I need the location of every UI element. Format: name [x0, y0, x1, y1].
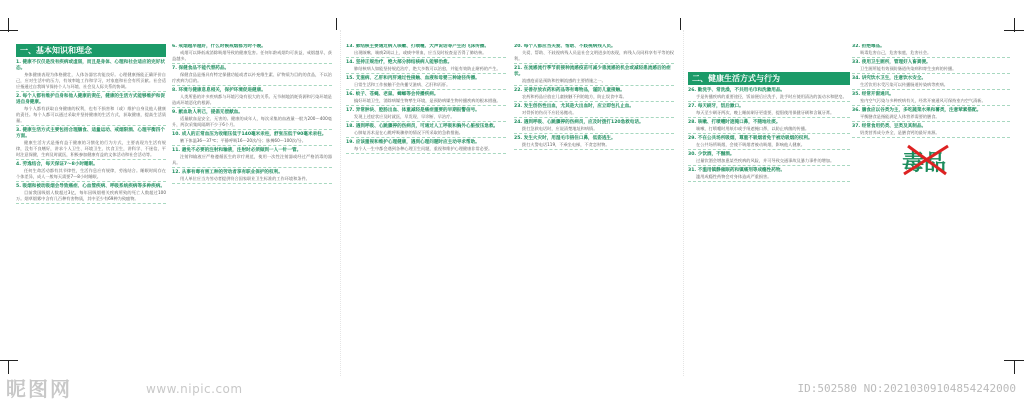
article-heading: 32. 拒绝毒品。 [852, 44, 885, 49]
section-title-lifestyle: 二、健康生活方式与行为 [688, 72, 850, 85]
article-item [514, 66, 674, 86]
article-item [514, 88, 674, 102]
article-heading: 34. 讲究饮水卫生，注意饮水安全。 [852, 76, 927, 81]
divider [172, 145, 332, 146]
article-item [514, 44, 674, 64]
article-item [346, 124, 506, 138]
article-item [688, 120, 850, 134]
divider [346, 89, 506, 90]
article-item [688, 88, 850, 102]
article-heading: 33. 使用卫生厕所，管理好人畜粪便。 [852, 60, 931, 65]
article-heading: 26. 勤洗手、常洗澡，不共用毛巾和洗漱用品。 [688, 88, 786, 93]
article-item [346, 140, 506, 154]
crop-mark [336, 18, 337, 30]
article-body: 腋下体温36～37℃；平静呼吸16～20次/分；脉搏60～100次/分。 [180, 138, 306, 143]
article-body: 每天至少刷牙两次，晚上睡前刷牙更重要，提倡使用保健牙刷和含氟牙膏。 [696, 110, 835, 115]
article-heading: 15. 艾滋病、乙肝和丙肝通过性接触、血液和母婴三种途径传播。 [346, 76, 480, 81]
article-item [688, 104, 850, 118]
col4-list [514, 44, 674, 150]
article-body: 吸毒危害自己，危害家庭，危害社会。 [860, 50, 932, 55]
watermark-url: www.nipic.com [146, 382, 243, 396]
article-item [852, 60, 1010, 74]
divider [346, 153, 506, 154]
article-heading: 8. 环境与健康息息相关，保护环境促进健康。 [172, 88, 266, 93]
article-heading: 19. 应该重视和维护心理健康，遇到心理问题时应主动寻求帮助。 [346, 140, 480, 145]
divider [852, 73, 1010, 74]
article-item [346, 60, 506, 74]
article-heading: 14. 坚持正规治疗，绝大部分肺结核病人能够治愈。 [346, 60, 453, 65]
divider [514, 101, 674, 102]
watermark-logo: 昵图网 [6, 377, 72, 401]
article-item [16, 128, 166, 160]
article-body: 健康生活方式是指有益于健康的习惯化的行为方式，主要表现为生活有规律，没有不良嗜好，讲求个人卫生、环境卫生、饮食卫生，讲科学、不迷信，平时注意保健，生病及时就医，积极参加健康有益的文体活动和社会活动等。 [16, 140, 166, 157]
article-heading: 20. 每个人都应当关爱、帮助、不歧视病残人员。 [514, 44, 616, 49]
divider [346, 73, 506, 74]
article-heading: 2. 每个人都有维护自身和他人健康的责任，健康的生活方式能够维护和促进自身健康。 [16, 94, 165, 105]
divider [514, 63, 674, 64]
article-body: 奶类营养成分齐全，是膳食钙的最好来源。 [860, 130, 940, 135]
divider [172, 167, 332, 168]
article-body: 关爱、帮助、不歧视病残人员是社会文明进步的表现，病残人员同样享有平等的权利。 [514, 50, 674, 61]
divider [172, 85, 332, 86]
article-item [514, 104, 674, 118]
article-item [514, 120, 674, 134]
divider [346, 121, 506, 122]
article-heading: 28. 咳嗽、打喷嚏时遮掩口鼻，不随地吐痰。 [688, 120, 781, 125]
divider [16, 125, 166, 126]
column-1 [16, 44, 166, 374]
article-item [346, 108, 506, 122]
crop-mark [8, 360, 9, 374]
article-body: 每个人一生中都会遇到各种心理卫生问题，重视和维护心理健康非常必要。 [354, 146, 493, 151]
article-body: 身体健康表现为体格健壮，人体各器官功能良好。心理健康指能正确评价自己，应对生活中的压力，有效率地工作和学习，对家庭和社会有所贡献。社会适应指通过自我调节保持个人与环境、社会及人际关系的协调。 [16, 72, 166, 89]
article-item [514, 136, 674, 150]
column-3 [346, 44, 506, 374]
crop-mark [680, 18, 681, 30]
article-item [852, 76, 1010, 90]
article-heading: 18. 遇到呼吸、心跳骤停的伤病员，可通过人工呼吸和胸外心脏按压急救。 [346, 124, 499, 129]
article-heading: 6. 戒烟越早越好，什么时候戒烟都为时不晚。 [172, 44, 266, 49]
article-body: 每个人都有获取自身健康的权利，也有不损害和（或）维护自身及他人健康的责任。每个人都可以通过采取并坚持健康的生活方式，获取健康，提高生活质量。 [16, 106, 166, 123]
article-body: 滥用成瘾性药物会对身体造成严重损害。 [696, 174, 772, 179]
article-heading: 11. 避免不必要的注射和输液，注射时必须做到一人一针一管。 [172, 148, 302, 153]
article-heading: 1. 健康不仅仅是没有疾病或虚弱，而且是身体、心理和社会适应的完好状态。 [16, 60, 165, 71]
article-body: 卫生厕所能有效预防肠道传染病和寄生虫病的传播。 [860, 66, 957, 71]
divider [852, 89, 1010, 90]
article-heading: 22. 妥善存放农药和药品等有毒物品，谨防儿童接触。 [514, 88, 625, 93]
divider [16, 181, 166, 182]
article-heading: 35. 经常开窗通风。 [852, 92, 894, 97]
col3-list [346, 44, 506, 154]
article-item [688, 152, 850, 166]
divider [514, 133, 674, 134]
divider [688, 101, 850, 102]
article-body: 流感疫苗是预防和控制流感的主要措施之一。 [522, 78, 606, 83]
article-heading: 25. 发生火灾时，用湿毛巾捂住口鼻，低姿逃生。 [514, 136, 616, 141]
crop-mark [0, 30, 18, 31]
crop-mark [1004, 30, 1024, 31]
article-body: 任何生命活动都有其节律性，生活作息应有规律，劳逸结合。睡眠时间存在个体差异，成人一般每天需要7～8小时睡眠。 [16, 168, 166, 179]
no-drugs-icon [898, 140, 954, 180]
article-heading: 12. 从事有毒有害工种的劳动者享有职业保护的权利。 [172, 170, 283, 175]
divider [688, 117, 850, 118]
article-item [852, 108, 1010, 122]
column-5 [688, 44, 850, 374]
article-body: 平衡膳食是指能满足人体营养需要的膳食。 [860, 114, 940, 119]
article-body: 戒烟可以降低或消除吸烟导致的健康危害。任何年龄戒烟均可获益，戒烟越早，获益越多。 [172, 50, 332, 61]
article-heading: 5. 吸烟和被动吸烟会导致癌症、心血管疾病、呼吸系统疾病等多种疾病。 [16, 184, 165, 189]
article-body: 拨打急救电话时，应说清楚地址和病情。 [522, 126, 598, 131]
article-body: 对骨折的伤员不应轻易搬动。 [522, 110, 577, 115]
article-body: 日常生活和工作接触不会传播艾滋病、乙肝和丙肝。 [354, 82, 451, 87]
divider [688, 181, 850, 182]
article-heading: 7. 保健食品不能代替药品。 [172, 66, 230, 71]
divider [346, 137, 506, 138]
crop-mark [1014, 360, 1015, 374]
article-body: 适量献血是安全、无害的。健康的成年人，每次采集的血液量一般为200～400毫升，两次采集间隔期不少于6个月。 [172, 116, 332, 127]
divider [172, 129, 332, 130]
divider [514, 149, 674, 150]
divider [172, 63, 332, 64]
watermark-id: ID:502580 NO:20210309104854242000 [797, 382, 1016, 395]
article-item [172, 44, 332, 64]
nodrug-label: 毒品 [902, 151, 947, 176]
article-body: 发现上述症状应及时就医，早发现、早诊断、早治疗。 [354, 114, 455, 119]
article-item [346, 44, 506, 58]
article-item [172, 110, 332, 130]
article-heading: 27. 每天刷牙，饭后漱口。 [688, 104, 744, 109]
article-body: 搞好环境卫生，消除病媒生物孳生环境，是预防病媒生物传播疾病的根本措施。 [354, 98, 501, 103]
column-6 [852, 44, 1010, 374]
article-heading: 21. 在流感流行季节前接种流感疫苗可减少患流感的机会或减轻患流感后的症状。 [514, 66, 671, 77]
article-item [852, 124, 1010, 138]
divider [16, 159, 166, 160]
article-heading: 36. 膳食应以谷类为主，多吃蔬菜水果和薯类，注意荤素搭配。 [852, 108, 982, 113]
col5-list [688, 88, 850, 182]
divider [514, 117, 674, 118]
divider [852, 105, 1010, 106]
article-item [852, 92, 1010, 106]
article-heading: 3. 健康生活方式主要包括合理膳食、适量运动、戒烟限酒、心理平衡四个方面。 [16, 128, 165, 139]
article-body: 农药和药品应放在儿童接触不到的地方，防止误食中毒。 [522, 94, 627, 99]
article-item [16, 184, 166, 204]
divider [688, 133, 850, 134]
article-body: 过量饮酒会增加患某些疾病的风险，并可导致交通事故及暴力事件的增加。 [696, 158, 835, 163]
divider [688, 165, 850, 166]
fold-line [683, 30, 684, 376]
article-body: 人类所患的许多疾病都与环境污染有很大的关系。无节制地消耗资源和污染环境是造成环境恶化的根源。 [172, 94, 332, 105]
column-4 [514, 44, 674, 374]
article-body: 拨打火警电话119，不乘坐电梯，不贪恋财物。 [522, 142, 610, 147]
article-item [172, 148, 332, 168]
article-body: 咳嗽、打喷嚏时用纸巾或手绢遮掩口鼻，以防止病菌的传播。 [696, 126, 810, 131]
article-heading: 29. 不在公共场所吸烟，尊重不吸烟者免于被动吸烟的权利。 [688, 136, 813, 141]
article-item [16, 60, 166, 92]
divider [172, 183, 332, 184]
column-2 [172, 44, 332, 374]
article-body: 心肺复苏术是在心跳呼吸骤停的情况下所采取的急救措施。 [354, 130, 463, 135]
article-item [16, 94, 166, 126]
article-heading: 23. 发生创伤性出血，尤其是大出血时，应立即包扎止血。 [514, 104, 634, 109]
divider [852, 137, 1010, 138]
article-item [688, 136, 850, 150]
divider [346, 57, 506, 58]
article-body: 生活饮用水受污染可以传播肠道传染病等疾病。 [860, 82, 948, 87]
article-heading: 17. 异常肿块、腔肠出血、体重减轻是癌症重要的早期报警信号。 [346, 108, 480, 113]
article-heading: 37. 经常食用奶类、豆类及其制品。 [852, 124, 927, 129]
article-item [172, 66, 332, 86]
article-heading: 4. 劳逸结合，每天保证7～8小时睡眠。 [16, 162, 98, 167]
article-heading: 31. 不滥用镇静催眠药和镇痛剂等成瘾性药物。 [688, 168, 786, 173]
article-item [852, 44, 1010, 58]
divider [16, 203, 166, 204]
divider [16, 91, 166, 92]
divider [514, 85, 674, 86]
article-heading: 16. 蚊子、苍蝇、老鼠、蟑螂等会传播疾病。 [346, 92, 439, 97]
article-body: 保健食品是指具有特定保健功能或者以补充维生素、矿物质为目的的食品，不以治疗疾病为目的。 [172, 72, 332, 83]
col1-list [16, 60, 166, 204]
article-body: 出现咳嗽、咳痰2周以上，或痰中带血，应当及时检查是否得了肺结核。 [354, 50, 487, 55]
col6-list [852, 44, 1010, 138]
divider [852, 121, 1010, 122]
article-item [16, 162, 166, 182]
article-body: 注射和输液应严格遵循医生的诊疗规范，使用一次性注射器或经过严格消毒的器具。 [172, 154, 332, 165]
article-body: 用人单位应当为劳动者提供符合国家职业卫生标准的工作环境和条件。 [180, 176, 310, 181]
article-body: 肺结核病人如能坚持规范治疗，绝大多数可以治愈，并能有效防止耐药的产生。 [354, 66, 501, 71]
article-body: 手是传播疾病的重要途径，饭前便后应洗手，洗手时应使用清洁的流动水和肥皂。 [696, 94, 847, 99]
col2-list [172, 44, 332, 184]
article-heading: 10. 成人的正常血压为收缩压低于140毫米汞柱，舒张压低于90毫米汞柱。 [172, 132, 327, 137]
article-heading: 9. 献血助人利己，提倡无偿献血。 [172, 110, 243, 115]
article-item [172, 170, 332, 184]
article-heading: 24. 遇到呼吸、心跳骤停的伤病员，应及时拨打120急救电话。 [514, 120, 644, 125]
article-item [346, 92, 506, 106]
divider [688, 149, 850, 150]
divider [852, 57, 1010, 58]
article-item [172, 132, 332, 146]
article-item [346, 76, 506, 90]
fold-line [340, 30, 341, 376]
article-item [688, 168, 850, 182]
section-title-basic: 一、基本知识和理念 [16, 44, 166, 57]
article-item [172, 88, 332, 108]
divider [346, 105, 506, 106]
article-body: 在公共场所吸烟，会使不吸烟者被动吸烟，影响他人健康。 [696, 142, 805, 147]
divider [172, 107, 332, 108]
article-heading: 30. 少饮酒，不酗酒。 [688, 152, 735, 157]
article-body: 目前我国吸烟人数超过3亿，每年因吸烟相关疾病所致的死亡人数超过100万。烟草烟雾中含有几百种有害物质，其中至少有69种为致癌物。 [16, 190, 166, 201]
article-body: 室内空气污染与多种疾病有关，经常开窗通风可保持室内空气清新。 [860, 98, 986, 103]
article-heading: 13. 肺结核主要通过病人咳嗽、打喷嚏、大声说话等产生的飞沫传播。 [346, 44, 489, 49]
